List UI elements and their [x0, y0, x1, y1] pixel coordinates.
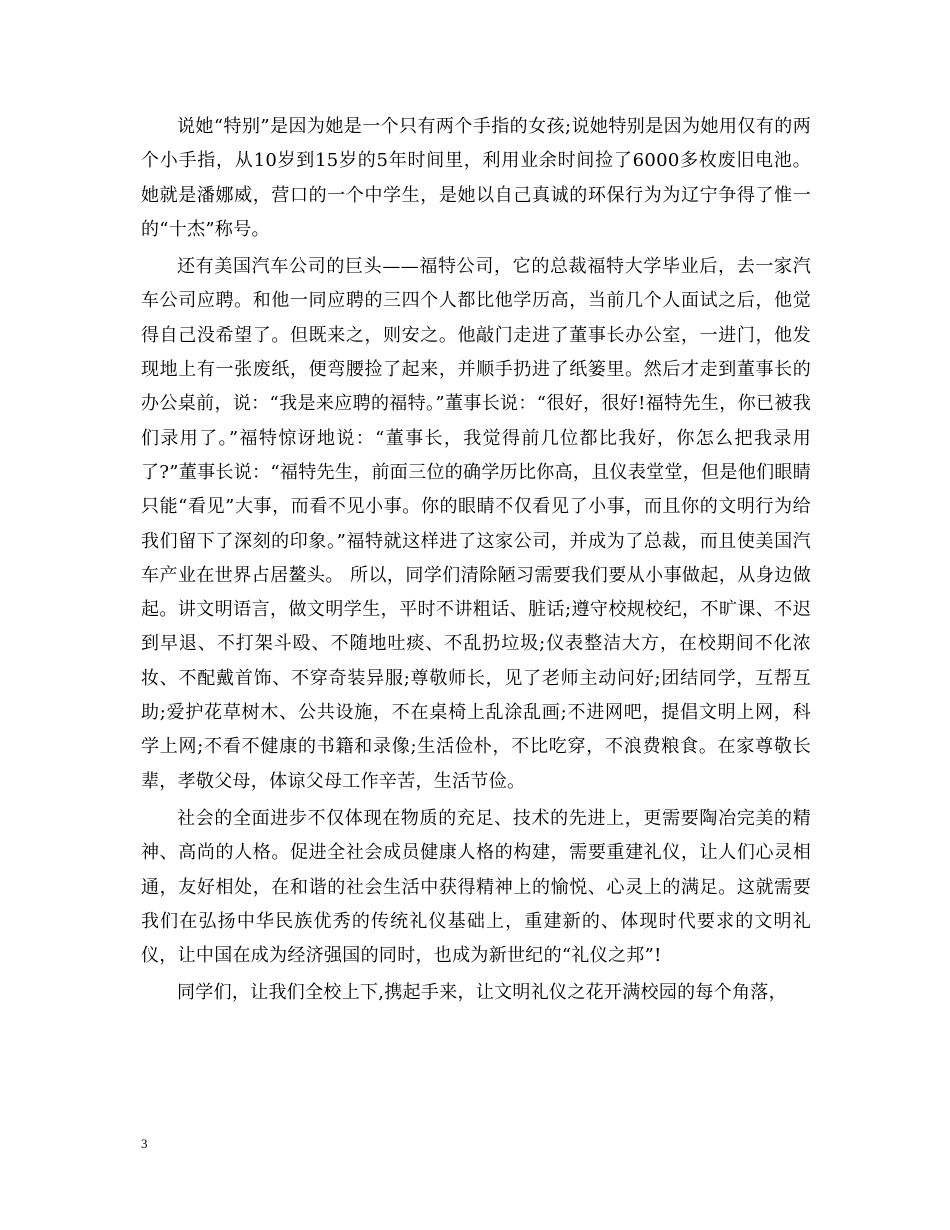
- paragraph-social-progress: 社会的全面进步不仅体现在物质的充足、技术的先进上，更需要陶冶完美的精神、高尚的人格。促进全社会成员健康人格的构建，需要重建礼仪，让人们心灵相通，友好相处，在和谐的社会生活中获得精神上的愉悦、心灵上的满足。这就需要我们在弘扬中华民族优秀的传统礼仪基础上，重建新的、体现时代要求的文明礼仪，让中国在成为经济强国的同时，也成为新世纪的“礼仪之邦”!: [141, 807, 811, 967]
- paragraph-special-girl: 说她“特别”是因为她是一个只有两个手指的女孩;说她特别是因为她用仅有的两个小手指，从10岁到15岁的5年时间里，利用业余时间捡了6000多枚废旧电池。她就是潘娜威，营口的一个中学生，是她以自己真诚的环保行为为辽宁争得了惟一的“十杰”称号。: [141, 116, 811, 240]
- document-body: [141, 110, 811, 1011]
- paragraph-ford-story: 还有美国汽车公司的巨头——福特公司，它的总裁福特大学毕业后，去一家汽车公司应聘。和他一同应聘的三四个人都比他学历高，当前几个人面试之后，他觉得自己没希望了。但既来之，则安之。他敲门走进了董事长办公室，一进门，他发现地上有一张废纸，便弯腰捡了起来，并顺手扔进了纸篓里。然后才走到董事长的办公桌前，说：“我是来应聘的福特。”董事长说：“很好，很好!福特先生，你已被我们录用了。”福特惊讶地说：“董事长，我觉得前几位都比我好，你怎么把我录用了?”董事长说：“福特先生，前面三位的确学历比你高，且仪表堂堂，但是他们眼睛只能“看见”大事，而看不见小事。你的眼睛不仅看见了小事，而且你的文明行为给我们留下了深刻的印象。”福特就这样进了这家公司，并成为了总裁，而且使美国汽车产业在世界占居鳌头。 所以，同学们清除陋习需要我们要从小事做起，从身边做起。讲文明语言，做文明学生，平时不讲粗话、脏话;遵守校规校纪，不旷课、不迟到早退、不打架斗殴、不随地吐痰、不乱扔垃圾;仪表整洁大方，在校期间不化浓妆、不配戴首饰、不穿奇装异服;尊敬师长，见了老师主动问好;团结同学，互帮互助;爱护花草树木、公共设施，不在桌椅上乱涂乱画;不进网吧，提倡文明上网，科学上网;不看不健康的书籍和录像;生活俭朴，不比吃穿，不浪费粮食。在家尊敬长辈，孝敬父母，体谅父母工作辛苦，生活节俭。: [141, 256, 811, 792]
- paragraph-call-to-action: 同学们，让我们全校上下,携起手来，让文明礼仪之花开满校园的每个角落，: [177, 982, 787, 1004]
- page-number: 3: [141, 1136, 148, 1151]
